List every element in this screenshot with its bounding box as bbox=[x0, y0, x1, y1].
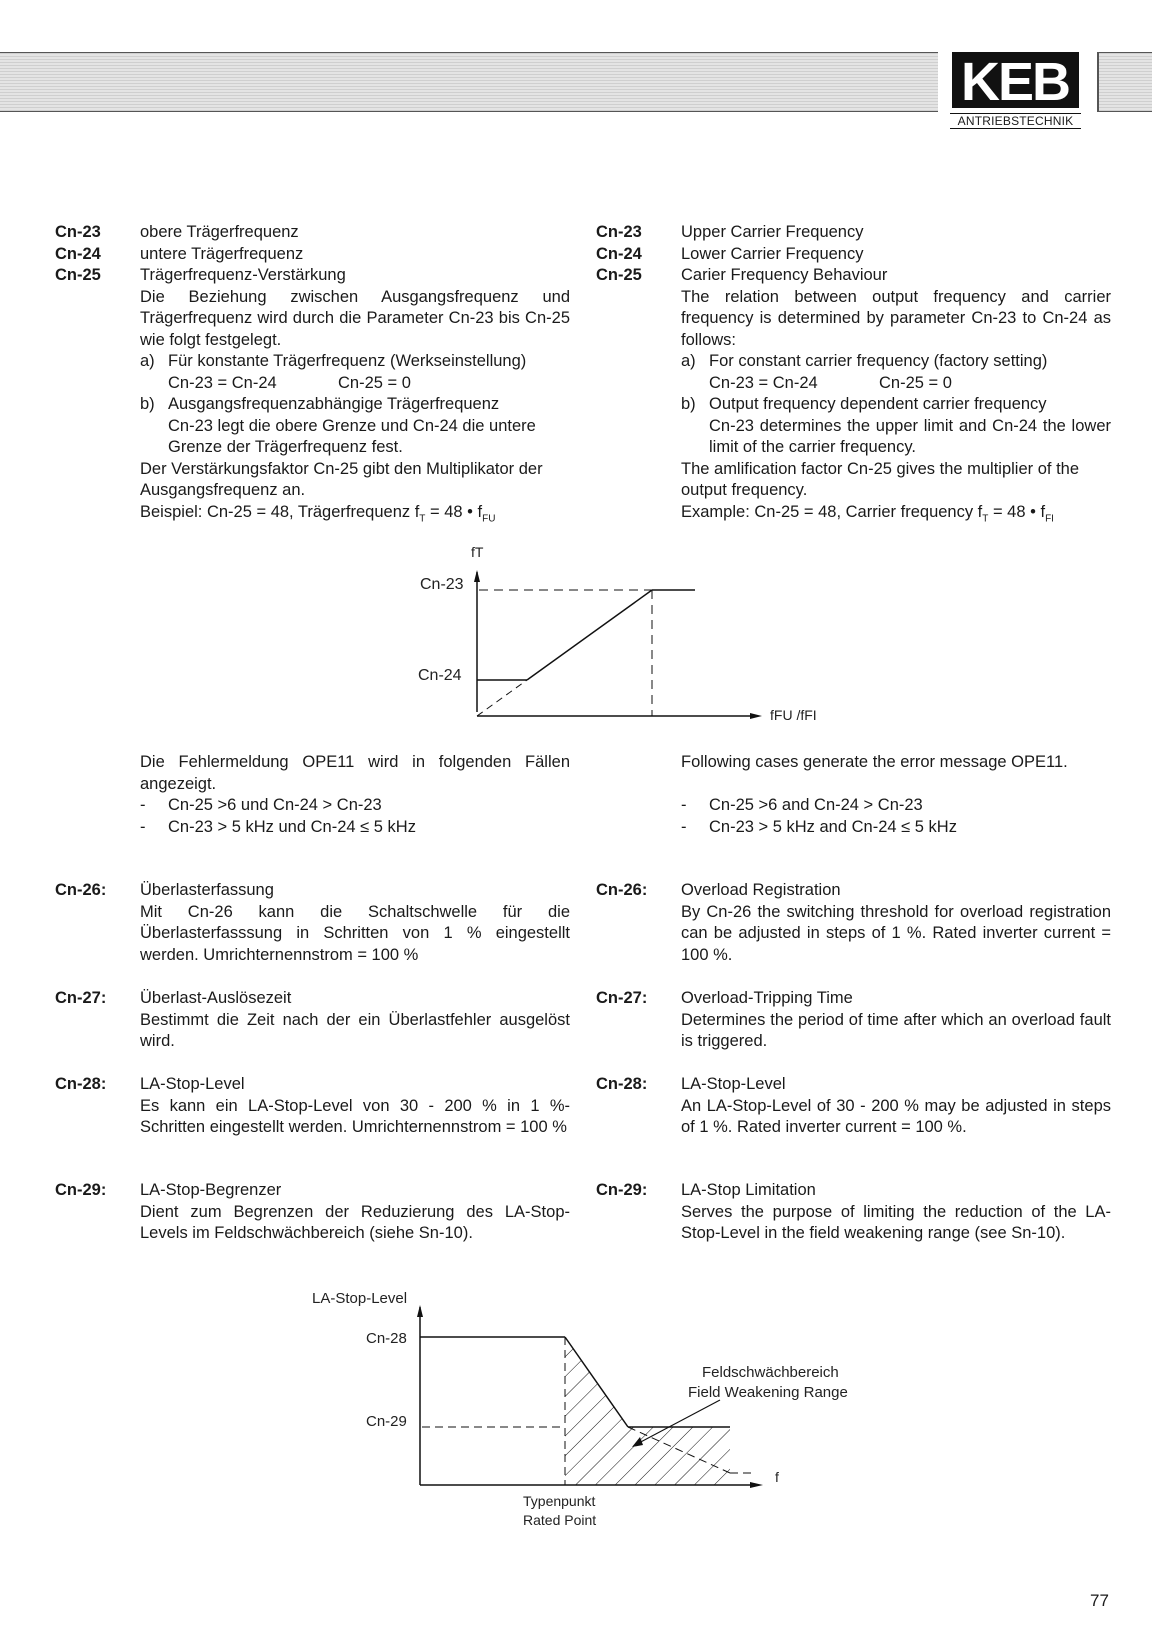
param-code: Cn-26: bbox=[596, 881, 648, 899]
y-axis-label: LA-Stop-Level bbox=[312, 1290, 408, 1307]
param-de bbox=[140, 1180, 570, 1245]
error-item bbox=[681, 795, 1111, 817]
lower-limit-label: Cn-24 bbox=[418, 667, 462, 684]
title-line: Carier Frequency Behaviour bbox=[681, 266, 888, 284]
param-text: Serves the purpose of limiting the reduction of the LA-Stop-Level in the field weakening range (see Sn-10). bbox=[681, 1202, 1111, 1242]
y-axis-arrow bbox=[417, 1305, 423, 1317]
param-title: Überlast-Auslösezeit bbox=[140, 989, 292, 1007]
param-de bbox=[140, 988, 570, 1053]
formula-1: Cn-23 = Cn-24 bbox=[168, 373, 277, 392]
y-axis-arrow bbox=[474, 570, 480, 582]
y-axis-label: fT bbox=[471, 544, 484, 560]
title-line: obere Trägerfrequenz bbox=[140, 223, 299, 241]
section1-en bbox=[681, 222, 1111, 529]
param-code: Cn-28: bbox=[55, 1075, 107, 1093]
x-axis-label: fFU /fFI bbox=[770, 707, 817, 723]
param-text: Bestimmt die Zeit nach der ein Überlastfehler ausgelöst wird. bbox=[140, 1010, 570, 1050]
formula-2: Cn-25 = 0 bbox=[879, 373, 952, 392]
list-item-a bbox=[140, 351, 570, 373]
x-axis-arrow bbox=[750, 1482, 763, 1488]
error-item-text: Cn-23 > 5 kHz and Cn-24 ≤ 5 kHz bbox=[709, 817, 957, 836]
slope-extension-dashed bbox=[477, 680, 527, 716]
formula-line bbox=[681, 373, 1111, 395]
field-weakening-hatch bbox=[565, 1337, 730, 1485]
x-axis-label: f bbox=[775, 1469, 779, 1485]
example-line bbox=[140, 502, 570, 530]
intro-text: The relation between output frequency and carrier frequency is determined by parameter Cn-23 to Cn-24 as follows: bbox=[681, 287, 1111, 349]
param-code: Cn-29: bbox=[55, 1181, 107, 1199]
code-label: Cn-24 bbox=[55, 244, 101, 263]
example-text: = 48 • f bbox=[988, 502, 1046, 521]
upper-limit-label: Cn-23 bbox=[420, 576, 464, 593]
error-de bbox=[140, 752, 570, 838]
logo-subtitle: ANTRIEBSTECHNIK bbox=[950, 113, 1081, 129]
region-label-de: Feldschwächbereich bbox=[702, 1364, 839, 1381]
code-label: Cn-23 bbox=[55, 223, 101, 241]
formula-line bbox=[140, 373, 570, 395]
bullet: - bbox=[681, 796, 687, 814]
rated-point-label-de: Typenpunkt bbox=[523, 1493, 596, 1509]
section1-codes-en bbox=[596, 222, 642, 287]
keb-logo bbox=[952, 52, 1079, 108]
list-text: For constant carrier frequency (factory setting) bbox=[709, 352, 1048, 370]
list-marker: b) bbox=[681, 395, 696, 413]
param-en bbox=[681, 1074, 1111, 1139]
code-label: Cn-24 bbox=[596, 244, 642, 263]
param-title: LA-Stop Limitation bbox=[681, 1181, 816, 1199]
param-en bbox=[681, 1180, 1111, 1245]
example-sub: FU bbox=[482, 512, 496, 524]
example-line bbox=[681, 502, 1111, 530]
page-number: 77 bbox=[1090, 1591, 1109, 1610]
param-text: Determines the period of time after which an overload fault is triggered. bbox=[681, 1010, 1111, 1050]
logo-text: KEB bbox=[960, 52, 1070, 108]
header-band-right bbox=[1097, 52, 1152, 112]
section1-codes-de bbox=[55, 222, 101, 287]
param-de bbox=[140, 880, 570, 966]
x-axis-arrow bbox=[750, 713, 762, 719]
list-text: Ausgangsfrequenzabhängige Trägerfrequenz bbox=[168, 395, 500, 413]
param-en bbox=[681, 880, 1111, 966]
param-code: Cn-27: bbox=[596, 989, 648, 1007]
factor-text: Der Verstärkungsfaktor Cn-25 gibt den Multiplikator der Ausgangsfrequenz an. bbox=[140, 459, 543, 499]
param-text: Dient zum Begrenzen der Reduzierung des LA-Stop-Levels im Feldschwächbereich (siehe Sn-10). bbox=[140, 1202, 570, 1242]
example-sub: T bbox=[982, 512, 989, 524]
list-item-b bbox=[681, 394, 1111, 416]
code-label: Cn-25 bbox=[596, 266, 642, 284]
param-text: By Cn-26 the switching threshold for overload registration can be adjusted in steps of 1 %. Rated inverter current = 100 %. bbox=[681, 902, 1111, 964]
param-title: LA-Stop-Level bbox=[681, 1075, 786, 1093]
list-text: Für konstante Trägerfrequenz (Werkseinstellung) bbox=[168, 352, 527, 370]
list-marker: b) bbox=[140, 395, 155, 413]
factor-text: The amlification factor Cn-25 gives the multiplier of the output frequency. bbox=[681, 459, 1080, 499]
error-intro: Following cases generate the error message OPE11. bbox=[681, 753, 1068, 771]
upper-level-label: Cn-28 bbox=[366, 1330, 407, 1347]
code-label: Cn-25 bbox=[55, 266, 101, 284]
header-band bbox=[0, 52, 938, 112]
param-text: Es kann ein LA-Stop-Level von 30 - 200 % in 1 %-Schritten eingestellt werden. Umrichternennstrom = 100 % bbox=[140, 1096, 570, 1136]
param-title: Overload Registration bbox=[681, 881, 841, 899]
bullet: - bbox=[140, 796, 146, 814]
lower-level-label: Cn-29 bbox=[366, 1413, 407, 1430]
error-item-text: Cn-25 >6 and Cn-24 > Cn-23 bbox=[709, 796, 923, 814]
example-sub: T bbox=[419, 512, 426, 524]
title-line: Trägerfrequenz-Verstärkung bbox=[140, 266, 346, 284]
list-marker: a) bbox=[681, 352, 696, 370]
title-line: Upper Carrier Frequency bbox=[681, 223, 864, 241]
list-item-b bbox=[140, 394, 570, 416]
bullet: - bbox=[681, 817, 687, 836]
title-line: Lower Carrier Frequency bbox=[681, 244, 864, 263]
list-text: Output frequency dependent carrier frequency bbox=[709, 395, 1047, 413]
param-title: LA-Stop-Level bbox=[140, 1075, 245, 1093]
error-item bbox=[140, 817, 570, 839]
code-label: Cn-23 bbox=[596, 223, 642, 241]
param-code: Cn-26: bbox=[55, 881, 107, 899]
param-code: Cn-28: bbox=[596, 1075, 648, 1093]
error-item-text: Cn-25 >6 und Cn-24 > Cn-23 bbox=[168, 796, 382, 814]
param-text: An LA-Stop-Level of 30 - 200 % may be adjusted in steps of 1 %. Rated inverter current = 100 %. bbox=[681, 1096, 1111, 1136]
param-text: Mit Cn-26 kann die Schaltschwelle für die Überlasterfasssung in Schritten von 1 % eingestellt werden. Umrichternennstrom = 100 % bbox=[140, 902, 570, 964]
bullet: - bbox=[140, 817, 146, 836]
formula-2: Cn-25 = 0 bbox=[338, 373, 411, 392]
error-item bbox=[681, 817, 1111, 839]
list-detail: Cn-23 legt die obere Grenze und Cn-24 die untere Grenze der Trägerfrequenz fest. bbox=[168, 416, 536, 456]
list-detail: Cn-23 determines the upper limit and Cn-24 the lower limit of the carrier frequency. bbox=[709, 416, 1111, 456]
example-text: = 48 • f bbox=[425, 502, 483, 521]
param-title: Overload-Tripping Time bbox=[681, 989, 853, 1007]
param-de bbox=[140, 1074, 570, 1139]
carrier-frequency-chart bbox=[400, 540, 840, 730]
rated-point-label-en: Rated Point bbox=[523, 1512, 597, 1528]
la-stop-level-chart bbox=[300, 1285, 900, 1535]
example-sub: FI bbox=[1045, 512, 1054, 524]
title-line: untere Trägerfrequenz bbox=[140, 244, 304, 263]
formula-1: Cn-23 = Cn-24 bbox=[709, 373, 818, 392]
param-title: LA-Stop-Begrenzer bbox=[140, 1181, 282, 1199]
section1-de bbox=[140, 222, 570, 529]
error-item-text: Cn-23 > 5 kHz und Cn-24 ≤ 5 kHz bbox=[168, 817, 416, 836]
param-code: Cn-27: bbox=[55, 989, 107, 1007]
param-code: Cn-29: bbox=[596, 1181, 648, 1199]
list-marker: a) bbox=[140, 352, 155, 370]
error-en bbox=[681, 752, 1111, 838]
example-text: Beispiel: Cn-25 = 48, Trägerfrequenz f bbox=[140, 502, 420, 521]
error-intro: Die Fehlermeldung OPE11 wird in folgenden Fällen angezeigt. bbox=[140, 753, 570, 793]
param-en bbox=[681, 988, 1111, 1053]
param-title: Überlasterfassung bbox=[140, 881, 274, 899]
intro-text: Die Beziehung zwischen Ausgangsfrequenz und Trägerfrequenz wird durch die Parameter Cn-23 bis Cn-25 wie folgt festgelegt. bbox=[140, 287, 570, 349]
region-label-en: Field Weakening Range bbox=[688, 1384, 848, 1401]
carrier-slope-line bbox=[527, 590, 652, 680]
list-item-a bbox=[681, 351, 1111, 373]
error-item bbox=[140, 795, 570, 817]
example-text: Example: Cn-25 = 48, Carrier frequency f bbox=[681, 502, 983, 521]
